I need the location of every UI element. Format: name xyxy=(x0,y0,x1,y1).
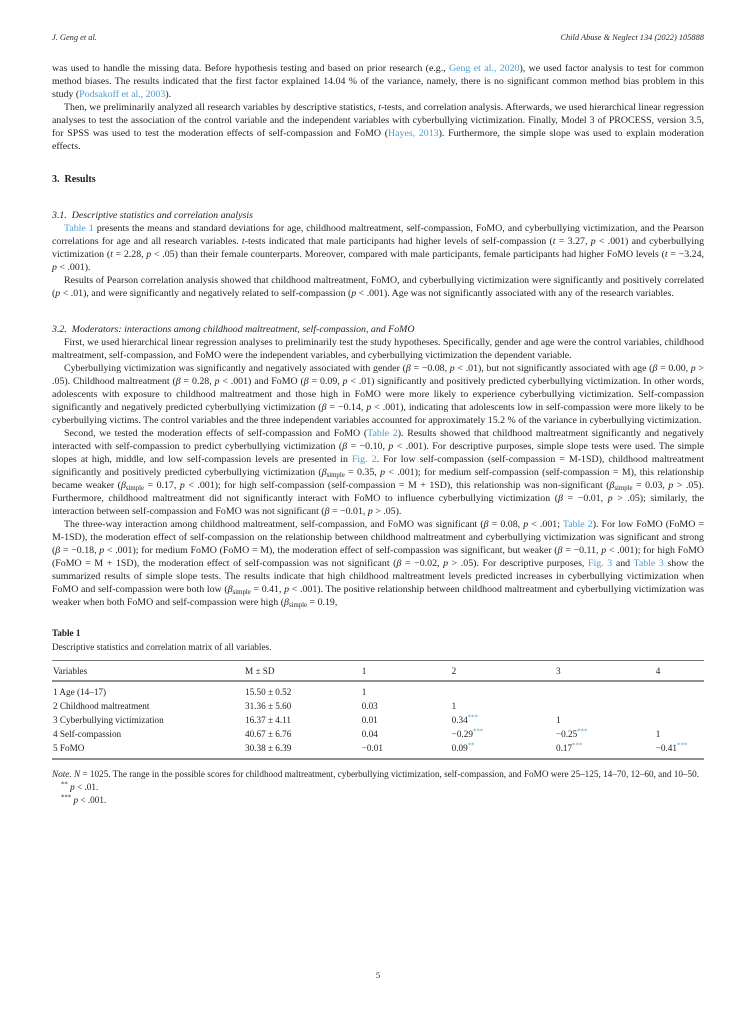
text-run: 2 Childhood maltreatment xyxy=(53,701,150,711)
running-head-journal-ref: Child Abuse & Neglect 134 (2022) 105888 xyxy=(560,33,704,42)
citation-link[interactable]: Table 2 xyxy=(367,428,398,439)
text-run: β xyxy=(396,558,402,569)
text-run: *** xyxy=(61,794,72,802)
text-run: p xyxy=(214,376,220,387)
text-run: > .05). xyxy=(372,506,402,517)
paragraph-three-way-interaction xyxy=(52,518,704,609)
table-row-cyberbullying-victimization xyxy=(52,713,704,727)
text-run: 1 xyxy=(655,729,661,739)
text-run: = −0.10, xyxy=(347,441,389,452)
text-run: t xyxy=(378,102,382,113)
text-run: 40.67 ± 6.76 xyxy=(244,729,292,739)
cell-corr xyxy=(656,741,704,759)
table-row-fomo xyxy=(52,741,704,759)
text-run: Note. N xyxy=(52,769,81,779)
text-run: p xyxy=(73,795,79,805)
text-run: < .05) than their female counterparts. Moreover, compared with male participants, female participants had higher FoMO levels ( xyxy=(151,249,665,260)
text-run: 30.38 ± 6.39 xyxy=(244,743,292,753)
citation-link[interactable]: *** xyxy=(577,728,588,736)
text-run: > .05). Furthermore, childhood maltreatment did not significantly interact with FoMO to influence cyberbullying victimization ( xyxy=(52,480,704,504)
text-run: p xyxy=(690,363,696,374)
text-run: < .001). The positive relationship between childhood maltreatment and cyberbullying victimization was weaker when both FoMO and self-compassion were high ( xyxy=(52,584,704,608)
table-1-footnote-p001 xyxy=(52,794,704,807)
text-run: β xyxy=(321,402,327,413)
column-header-2: 2 xyxy=(452,661,556,682)
text-run: = −0.11, xyxy=(562,545,602,556)
table-1 xyxy=(52,660,704,760)
text-run: 15.50 ± 0.52 xyxy=(244,687,292,697)
cell-corr xyxy=(362,741,452,759)
column-header-m-sd: M ± SD xyxy=(245,661,362,682)
cell-variable xyxy=(52,699,245,713)
text-run: 0.34 xyxy=(451,715,468,725)
text-run: β xyxy=(284,597,289,608)
cell-variable xyxy=(52,681,245,699)
text-run: < .01), and were significantly and negatively related to self-compassion ( xyxy=(60,288,352,299)
cell-m-sd xyxy=(245,713,362,727)
text-run: 4 Self-compassion xyxy=(53,729,122,739)
cell-corr xyxy=(362,699,452,713)
text-run: < .001); for medium self-compassion (self-compassion = M), this relationship became weaker ( xyxy=(52,467,704,491)
text-run: β xyxy=(342,441,348,452)
cell-corr xyxy=(656,699,704,713)
column-header-1: 1 xyxy=(362,661,452,682)
text-run: simple xyxy=(288,602,308,609)
text-run: = 0.17, xyxy=(144,480,180,491)
text-run: = 1025. The range in the possible scores for childhood maltreatment, cyberbullying victimization, self-compassion, and FoMO were 25–125, 14–70, 12–60, and 10–50. xyxy=(80,769,700,779)
cell-variable xyxy=(52,727,245,741)
text-run: p xyxy=(367,506,373,517)
text-run: β xyxy=(227,584,233,595)
text-run: Second, we tested the moderation effects of self-compassion and FoMO ( xyxy=(64,428,368,439)
text-run: = 0.35, xyxy=(344,467,381,478)
citation-link[interactable]: *** xyxy=(472,728,484,736)
citation-link[interactable]: Geng et al., 2020 xyxy=(449,63,520,74)
section-heading-results: 3. Results xyxy=(52,174,96,185)
table-1-caption: Descriptive statistics and correlation matrix of all variables. xyxy=(52,642,272,652)
text-run: 1 xyxy=(361,687,367,697)
text-run: < .001), indicating that adolescents low in self-compassion were more likely to be cyberbullying victims. The control variables and the three independent variables accounted for approximately 15.2 % of the variance in cyberbullying victimization. xyxy=(52,402,705,426)
text-run: = 3.27, xyxy=(555,236,591,247)
citation-link[interactable]: Hayes, 2013 xyxy=(388,128,439,139)
text-run: 1 Age (14–17) xyxy=(53,687,107,697)
text-run: The three-way interaction among childhood maltreatment, self-compassion, and FoMO was significant ( xyxy=(64,519,484,530)
text-run: β xyxy=(55,545,61,556)
text-run: β xyxy=(120,480,126,491)
text-run: p xyxy=(380,467,386,478)
table-1-block xyxy=(52,627,704,807)
text-run: and xyxy=(612,558,634,569)
text-run: β xyxy=(321,467,327,478)
text-run: ). xyxy=(165,89,172,100)
text-run: p xyxy=(351,288,357,299)
text-run: = −0.01, xyxy=(562,493,608,504)
text-run: = 0.41, xyxy=(250,584,285,595)
table-row-age xyxy=(52,681,704,699)
text-run: β xyxy=(324,506,330,517)
text-run: -tests indicated that male participants had higher levels of self-compassion ( xyxy=(244,236,553,247)
text-run: Cyberbullying victimization was significantly and negatively associated with gender ( xyxy=(64,363,406,374)
citation-link[interactable]: *** xyxy=(676,742,688,750)
paragraph-table1-presents xyxy=(52,222,704,274)
text-run: < .001); for medium FoMO (FoMO = M), the moderation effect of self-compassion was significant, but weaker ( xyxy=(104,545,558,556)
text-run: = −0.01, xyxy=(329,506,368,517)
text-run: . For low self-compassion (self-compassion = M-1SD), childhood maltreatment significantly and positively predicted cyberbullying victimization ( xyxy=(52,454,704,478)
text-run: < .01), but not significantly associated with age ( xyxy=(454,363,653,374)
text-run: simple xyxy=(232,589,251,596)
text-run: β xyxy=(609,480,615,491)
text-run: p xyxy=(179,480,185,491)
text-run: = 2.28, xyxy=(112,249,147,260)
text-run: p xyxy=(55,288,61,299)
text-run: < .001); for high self-compassion (self-compassion = M + 1SD), this relationship was non-significant ( xyxy=(184,480,610,491)
table-row-childhood-maltreatment xyxy=(52,699,704,713)
text-run: p xyxy=(601,545,607,556)
text-run: < .001). For descriptive purposes, simple slope tests were used. The simple slopes at high, middle, and low self-compassion levels are presented in xyxy=(52,441,704,465)
text-run: t xyxy=(241,236,245,247)
running-head-authors: J. Geng et al. xyxy=(52,33,97,42)
text-run: 31.36 ± 5.60 xyxy=(244,701,292,711)
text-run: < .001; xyxy=(528,519,563,530)
cell-m-sd xyxy=(245,727,362,741)
cell-corr xyxy=(556,741,656,759)
cell-m-sd xyxy=(245,681,362,699)
text-run: β xyxy=(405,363,411,374)
subsection-heading-3-2: 3.2. Moderators: interactions among childhood maltreatment, self-compassion, and FoMO xyxy=(52,324,415,335)
text-run: p xyxy=(99,545,105,556)
text-run: presents the means and standard deviations for age, childhood maltreatment, self-compassion, FoMO, and cyberbullying victimization, and the Pearson correlations for age and all research variables. xyxy=(52,223,704,247)
article-body xyxy=(52,62,704,609)
page-number: 5 xyxy=(375,970,381,980)
text-run: β xyxy=(558,493,563,504)
text-run: 5 FoMO xyxy=(53,743,85,753)
text-run: β xyxy=(557,545,563,556)
text-run: 1 xyxy=(451,701,457,711)
text-run: = 0.19, xyxy=(307,597,338,608)
table-1-note xyxy=(52,768,704,781)
text-run: p xyxy=(607,493,613,504)
text-run: β xyxy=(303,376,309,387)
text-run: p xyxy=(388,441,394,452)
text-run: -tests, and correlation analysis. Afterwards, we used hierarchical linear regression analyses to test the association of the control variable and the independent variables with cyberbullying victimization. Finally, Model 3 of PROCESS, version 3.5, for SPSS was used to test the moderation effects of self-compassion and FoMO ( xyxy=(52,102,704,139)
text-run: ). Results showed that childhood maltreatment significantly and negatively interacted with self-compassion to predict cyberbullying victimization ( xyxy=(52,428,704,452)
text-run: ). Furthermore, the simple slope was used to explain moderation effects. xyxy=(52,128,704,152)
citation-link[interactable]: Podsakoff et al., 2003 xyxy=(79,89,166,100)
cell-corr xyxy=(362,713,452,727)
text-run: 0.03 xyxy=(361,701,378,711)
paragraph-first-regression xyxy=(52,336,704,362)
cell-m-sd xyxy=(245,741,362,759)
paragraph-then-we xyxy=(52,101,704,153)
text-run: = 0.03, xyxy=(632,480,669,491)
text-run: 0.01 xyxy=(361,715,378,725)
text-run: simple xyxy=(326,472,345,479)
citation-link[interactable]: *** xyxy=(572,742,583,750)
paragraph-second-moderation xyxy=(52,427,704,518)
text-run: < .001) and cyberbullying victimization ( xyxy=(52,236,705,260)
text-run: < .001. xyxy=(78,795,107,805)
cell-corr xyxy=(656,681,704,699)
cell-corr xyxy=(362,681,452,699)
cell-corr xyxy=(556,681,656,699)
table-1-label: Table 1 xyxy=(52,628,81,638)
paragraph-missing-data xyxy=(52,62,704,101)
cell-corr xyxy=(452,727,556,741)
text-run: simple xyxy=(125,485,144,492)
text-run: ** xyxy=(61,781,68,789)
text-run: = 0.00, xyxy=(657,363,691,374)
text-run: 0.09 xyxy=(451,743,468,753)
text-run: = −3.24, xyxy=(667,249,704,260)
text-run: 0.04 xyxy=(361,729,378,739)
text-run: p xyxy=(146,249,152,260)
text-run: First, we used hierarchical linear regression analyses to preliminarily test the study hypotheses. Specifically, gender and age were the control variables, childhood maltreatment, self-compassion, and FoMO were the independent variables, and cyberbullying victimization the dependent variable. xyxy=(52,337,704,361)
cell-corr xyxy=(362,727,452,741)
text-run: Then, we preliminarily analyzed all research variables by descriptive statistics, xyxy=(64,102,379,113)
text-run: −0.01 xyxy=(361,743,383,753)
text-run: β xyxy=(652,363,658,374)
text-run: < .001). xyxy=(56,262,91,273)
text-run: −0.25 xyxy=(555,729,578,739)
citation-link[interactable]: Fig. 3 xyxy=(588,558,613,569)
paragraph-cyberbullying-predictors xyxy=(52,362,704,427)
table-1-footnote-p01 xyxy=(52,781,704,794)
text-run: t xyxy=(552,236,556,247)
text-run: ). For low FoMO (FoMO = M-1SD), the moderation effect of self-compassion on the relationship between childhood maltreatment and cyberbullying victimization was significant and strong ( xyxy=(52,519,705,556)
cell-corr xyxy=(556,699,656,713)
column-header-3: 3 xyxy=(556,661,656,682)
citation-link[interactable]: Table 1 xyxy=(64,223,94,234)
text-run: < .001) and FoMO ( xyxy=(219,376,304,387)
text-run: = −0.18, xyxy=(60,545,100,556)
text-run: −0.29 xyxy=(451,729,473,739)
text-run: p xyxy=(342,376,348,387)
cell-variable xyxy=(52,713,245,727)
text-run: < .01. xyxy=(74,782,99,792)
cell-m-sd xyxy=(245,699,362,713)
table-1-header-row xyxy=(52,661,704,682)
text-run: p xyxy=(52,262,57,273)
text-run: t xyxy=(110,249,113,260)
text-run: Results of Pearson correlation analysis showed that childhood maltreatment, FoMO, and cyberbullying victimization were significantly and positively correlated ( xyxy=(52,275,704,299)
paragraph-pearson-results xyxy=(52,274,704,300)
citation-link[interactable]: Table 3 xyxy=(633,558,664,569)
text-run: > .05). For descriptive purposes, xyxy=(448,558,588,569)
text-run: show the summarized results of simple slope tests. The results indicate that high childhood maltreatment levels predicted increases in cyberbullying victimization when FoMO and self-compassion were both low ( xyxy=(52,558,704,595)
cell-corr xyxy=(452,741,556,759)
citation-link[interactable]: Fig. 2 xyxy=(351,454,377,465)
text-run: = −0.08, xyxy=(410,363,450,374)
text-run: ), we used factor analysis to test for common method biases. The results indicated that the first factor explained 14.04 % of the variance, namely, there is no significant common method bias problem in this study ( xyxy=(52,63,704,100)
text-run: p xyxy=(449,363,455,374)
running-head xyxy=(52,33,704,42)
text-run: 16.37 ± 4.11 xyxy=(244,715,292,725)
text-run: 3 Cyberbullying victimization xyxy=(53,715,164,725)
text-run: simple xyxy=(614,485,633,492)
page-content xyxy=(52,33,704,807)
text-run: = 0.09, xyxy=(308,376,343,387)
text-run: > .05). Childhood maltreatment ( xyxy=(52,363,705,387)
cell-corr xyxy=(452,681,556,699)
citation-link[interactable]: *** xyxy=(467,714,478,722)
citation-link[interactable]: ** xyxy=(467,742,475,750)
text-run: p xyxy=(590,236,596,247)
cell-corr xyxy=(452,699,556,713)
text-run: 0.17 xyxy=(555,743,573,753)
text-run: t xyxy=(664,249,668,260)
text-run: p xyxy=(366,402,372,413)
cell-corr xyxy=(556,713,656,727)
cell-corr xyxy=(656,727,704,741)
text-run: = −0.14, xyxy=(326,402,367,413)
subsection-heading-3-1: 3.1. Descriptive statistics and correlation analysis xyxy=(52,210,253,221)
text-run: p xyxy=(284,584,290,595)
text-run: β xyxy=(175,376,181,387)
text-run: 1 xyxy=(555,715,561,725)
text-run: p xyxy=(668,480,674,491)
text-run: β xyxy=(483,519,489,530)
citation-link[interactable]: Table 2 xyxy=(562,519,593,530)
column-header-variables: Variables xyxy=(52,661,245,682)
text-run: < .01) significantly and positively predicted cyberbullying victimization. In other words, adolescents with exposure to childhood maltreatment and those high in FoMO were more likely to experience cyberbullying victimization. Self-compassion significantly and negatively predicted cyberbullying victimization ( xyxy=(52,376,704,413)
cell-corr xyxy=(452,713,556,727)
text-run: > .05); similarly, the interaction between self-compassion and FoMO was not significant ( xyxy=(52,493,705,517)
text-run: < .001). Age was not significantly associated with any of the research variables. xyxy=(356,288,674,299)
text-run: was used to handle the missing data. Before hypothesis testing and based on prior research (e.g., xyxy=(52,63,450,74)
text-run: −0.41 xyxy=(655,743,677,753)
text-run: = 0.28, xyxy=(180,376,215,387)
text-run: p xyxy=(523,519,529,530)
text-run: = 0.08, xyxy=(488,519,524,530)
text-run: = −0.02, xyxy=(401,558,444,569)
text-run: p xyxy=(443,558,449,569)
text-run: p xyxy=(70,782,75,792)
table-row-self-compassion xyxy=(52,727,704,741)
text-run: < .001); for high FoMO (FoMO = M + 1SD), the moderation effect of self-compassion was not significant ( xyxy=(52,545,704,569)
cell-variable xyxy=(52,741,245,759)
column-header-4: 4 xyxy=(656,661,704,682)
cell-corr xyxy=(556,727,656,741)
cell-corr xyxy=(656,713,704,727)
